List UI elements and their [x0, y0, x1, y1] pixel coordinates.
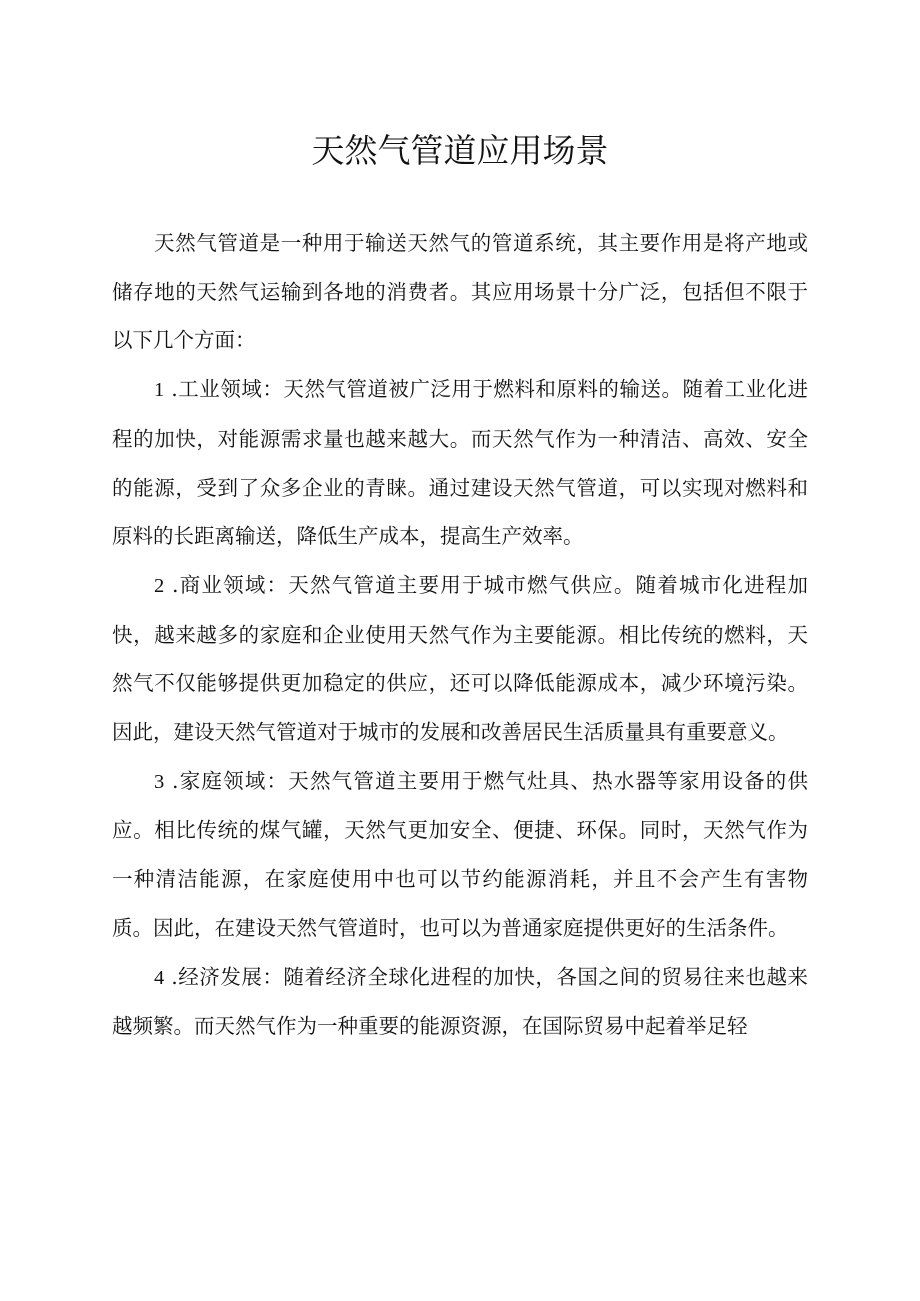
document-page [112, 0, 808, 1051]
section-number: 2 [154, 574, 165, 597]
section-text: .经济发展：随着经济全球化进程的加快，各国之间的贸易往来也越来越频繁。而天然气作为一种重要的能源资源，在国际贸易中起着举足轻 [112, 964, 808, 1039]
section-text: .工业领域：天然气管道被广泛用于燃料和原料的输送。随着工业化进程的加快，对能源需求量也越来越大。而天然气作为一种清洁、高效、安全的能源，受到了众多企业的青睐。通过建设天然气管道，可以实现对燃料和原料的长距离输送，降低生产成本，提高生产效率。 [112, 377, 808, 549]
section-text: .家庭领域：天然气管道主要用于燃气灶具、热水器等家用设备的供应。相比传统的煤气罐，天然气更加安全、便捷、环保。同时，天然气作为一种清洁能源，在家庭使用中也可以节约能源消耗，并且不会产生有害物质。因此，在建设天然气管道时，也可以为普通家庭提供更好的生活条件。 [112, 768, 808, 940]
intro-paragraph: 天然气管道是一种用于输送天然气的管道系统，其主要作用是将产地或储存地的天然气运输到各地的消费者。其应用场景十分广泛，包括但不限于以下几个方面： [112, 231, 808, 353]
section-paragraph-1 [112, 365, 808, 561]
section-paragraph-3 [112, 757, 808, 953]
document-body [112, 219, 808, 1051]
section-paragraph-4 [112, 953, 808, 1051]
section-number: 1 [154, 379, 165, 402]
section-number: 4 [154, 966, 165, 989]
section-paragraph-2 [112, 561, 808, 757]
document-title: 天然气管道应用场景 [311, 131, 609, 170]
section-number: 3 [154, 770, 165, 793]
section-text: .商业领域：天然气管道主要用于城市燃气供应。随着城市化进程加快，越来越多的家庭和企业使用天然气作为主要能源。相比传统的燃料，天然气不仅能够提供更加稳定的供应，还可以降低能源成本，减少环境污染。因此，建设天然气管道对于城市的发展和改善居民生活质量具有重要意义。 [112, 572, 808, 745]
